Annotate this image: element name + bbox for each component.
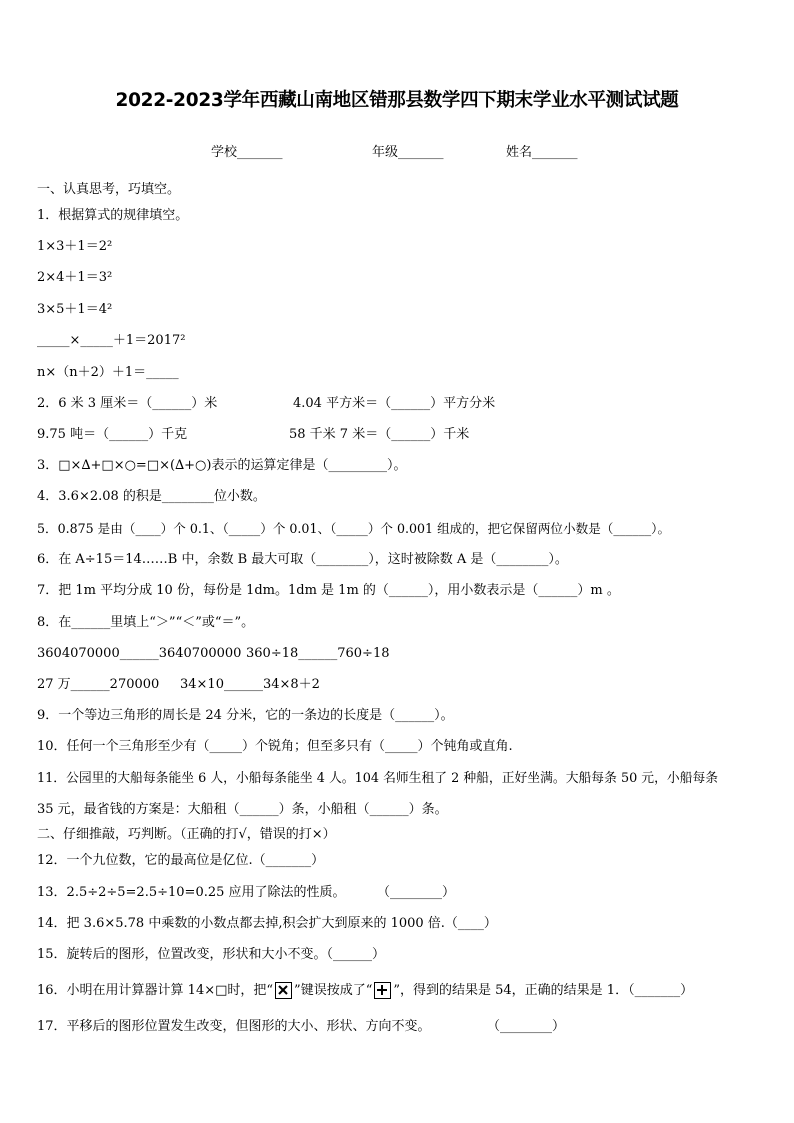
question-4: 4．3.6×2.08 的积是________位小数。 bbox=[37, 489, 266, 504]
q1-line-2: 2×4＋1＝3² bbox=[37, 270, 113, 285]
q8-part-d: 34×10______34×8＋2 bbox=[180, 677, 320, 692]
page-title: 2022-2023学年西藏山南地区错那县数学四下期末学业水平测试试题 bbox=[115, 90, 679, 111]
section-2-heading: 二、仔细推敲，巧判断。（正确的打√，错误的打×） bbox=[37, 827, 336, 842]
q16-text-pre: 16．小明在用计算器计算 14×□时，把“ bbox=[37, 983, 274, 998]
multiply-key-icon bbox=[275, 982, 292, 999]
q1-line-3: 3×5＋1＝4² bbox=[37, 302, 113, 317]
q8-part-a: 3604070000______3640700000 bbox=[37, 646, 242, 661]
q1-line-4: _____×_____＋1＝2017² bbox=[37, 333, 186, 348]
name-field[interactable]: 姓名_______ bbox=[506, 145, 578, 160]
grade-field[interactable]: 年级_______ bbox=[372, 145, 444, 160]
q17-text: 17．平移后的图形位置发生改变，但图形的大小、形状、方向不变。 bbox=[37, 1019, 431, 1034]
question-12: 12．一个九位数，它的最高位是亿位.（_______） bbox=[37, 853, 325, 868]
q8-part-b: 360÷18______760÷18 bbox=[246, 646, 390, 661]
school-field[interactable]: 学校_______ bbox=[211, 145, 283, 160]
question-10: 10．任何一个三角形至少有（_____）个锐角；但至多只有（_____）个钝角或直角. bbox=[37, 739, 513, 754]
q13-answer-blank: （________） bbox=[377, 885, 456, 900]
plus-key-icon bbox=[374, 982, 391, 999]
q2-part-b: 4.04 平方米＝（______）平方分米 bbox=[293, 396, 496, 411]
question-9: 9．一个等边三角形的周长是 24 分米，它的一条边的长度是（______）。 bbox=[37, 708, 454, 723]
section-1-heading: 一、认真思考，巧填空。 bbox=[37, 182, 181, 197]
q8-part-c: 27 万______270000 bbox=[37, 677, 160, 692]
q1-line-1: 1×3＋1＝2² bbox=[37, 239, 113, 254]
question-15: 15．旋转后的图形，位置改变，形状和大小不变。（______） bbox=[37, 947, 386, 962]
question-8: 8．在______里填上“＞”“＜”或“＝”。 bbox=[37, 615, 255, 630]
q17-answer-blank: （________） bbox=[487, 1019, 566, 1034]
q16-text-mid: ”键误按成了“ bbox=[294, 983, 373, 998]
q2-part-c: 9.75 吨＝（______）千克 bbox=[37, 427, 188, 442]
question-14: 14．把 3.6×5.78 中乘数的小数点都去掉,积会扩大到原来的 1000 倍.（____） bbox=[37, 916, 497, 931]
q16-text-post: ”，得到的结果是 54，正确的结果是 1．（_______） bbox=[393, 983, 694, 998]
question-13 bbox=[37, 885, 456, 901]
question-5: 5．0.875 是由（____）个 0.1、（_____）个 0.01、（_____）个 0.001 组成的，把它保留两位小数是（______）。 bbox=[37, 521, 671, 536]
question-16 bbox=[37, 982, 693, 999]
question-1: 1．根据算式的规律填空。 bbox=[37, 208, 189, 223]
q13-text: 13．2.5÷2÷5=2.5÷10=0.25 应用了除法的性质。 bbox=[37, 885, 346, 900]
question-3: 3．□×∆+□×○=□×(∆+○)表示的运算定律是（_________）。 bbox=[37, 458, 407, 473]
question-17 bbox=[37, 1019, 566, 1035]
question-6: 6．在 A÷15＝14……B 中，余数 B 最大可取（________），这时被除数 A 是（________）。 bbox=[37, 552, 568, 567]
q2-part-d: 58 千米 7 米＝（______）千米 bbox=[289, 427, 470, 442]
question-11-line-1: 11．公园里的大船每条能坐 6 人，小船每条能坐 4 人。104 名师生租了 2 种船，正好坐满。大船每条 50 元，小船每条 bbox=[37, 771, 719, 786]
question-7: 7．把 1m 平均分成 10 份，每份是 1dm。1dm 是 1m 的（______），用小数表示是（______）m 。 bbox=[37, 583, 620, 598]
q1-line-5: n×（n＋2）＋1＝_____ bbox=[37, 365, 179, 380]
question-11-line-2: 35 元，最省钱的方案是：大船租（______）条，小船租（______）条。 bbox=[37, 802, 448, 817]
q2-part-a: 2．6 米 3 厘米＝（______）米 bbox=[37, 396, 218, 411]
